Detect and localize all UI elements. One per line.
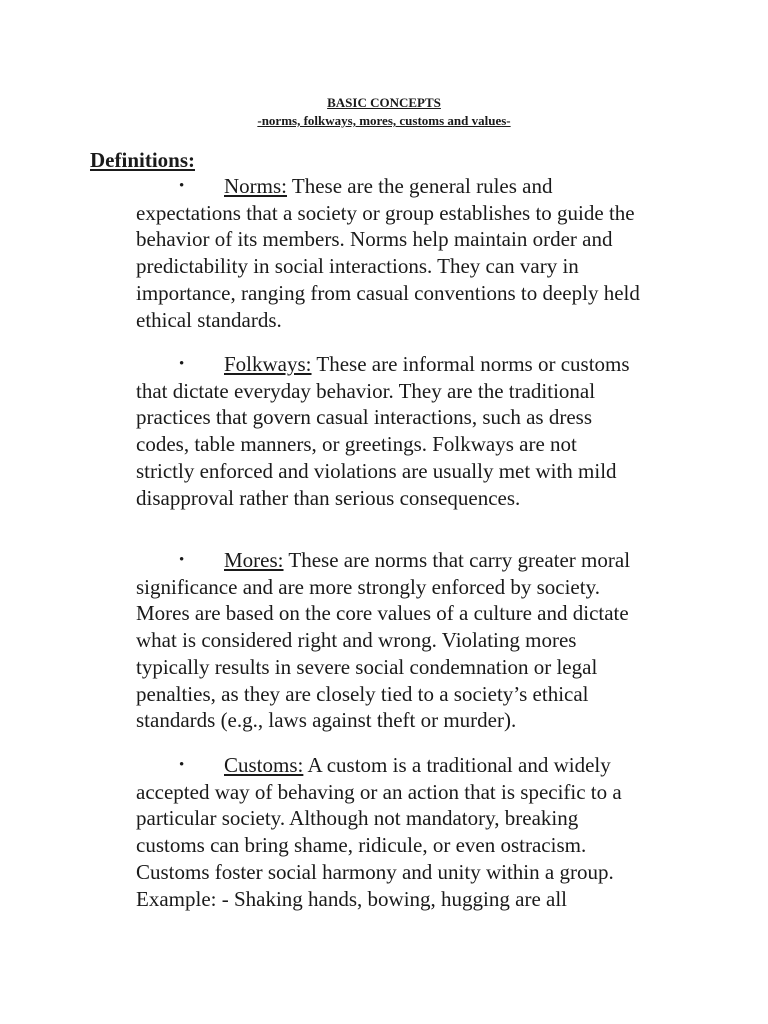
bullet-icon: • [179,356,185,372]
bullet-icon: • [179,178,185,194]
definition-term: Customs: [224,753,304,777]
definition-first-line [136,752,696,779]
definition-text: expectations that a society or group establishes to guide the [136,200,635,225]
definition-item-mores [136,547,696,734]
definition-first-line [136,547,696,574]
definition-text: accepted way of behaving or an action that is specific to a [136,779,622,804]
document-subtitle: -norms, folkways, mores, customs and values- [257,113,511,128]
definition-text: significance and are more strongly enforced by society. [136,574,600,599]
definition-text: typically results in severe social condemnation or legal [136,654,598,679]
definition-item-norms [136,173,696,333]
definition-text: A custom is a traditional and widely [303,753,611,777]
definition-first-line [136,173,696,200]
definition-text: Example: - Shaking hands, bowing, hugging are all [136,886,568,911]
definition-term: Mores: [224,548,284,572]
definition-text: These are informal norms or customs [311,352,630,376]
document-title: BASIC CONCEPTS [327,95,441,110]
definition-text: Customs foster social harmony and unity within a group. [136,859,614,884]
definition-text: behavior of its members. Norms help maintain order and [136,227,613,252]
bullet-icon: • [179,552,185,568]
definition-term: Folkways: [224,352,312,376]
definition-text: disapproval rather than serious consequences. [136,485,521,510]
definition-text: These are norms that carry greater moral [283,548,631,572]
definition-text: predictability in social interactions. They can vary in [136,254,579,279]
definition-item-customs [136,752,696,912]
definition-first-line [136,351,696,378]
definition-text: importance, ranging from casual conventions to deeply held [136,280,640,305]
definition-text: strictly enforced and violations are usually met with mild [136,458,617,483]
definition-text: These are the general rules and [287,174,553,198]
definition-text: penalties, as they are closely tied to a society’s ethical [136,681,589,706]
definition-text: customs can bring shame, ridicule, or even ostracism. [136,833,587,858]
definition-text: Mores are based on the core values of a culture and dictate [136,601,629,626]
definition-text: that dictate everyday behavior. They are the traditional [136,378,596,403]
definition-term: Norms: [224,174,287,198]
definition-text: what is considered right and wrong. Violating mores [136,628,577,653]
definition-text: particular society. Although not mandatory, breaking [136,806,579,831]
bullet-icon: • [179,757,185,773]
definition-text: standards (e.g., laws against theft or murder). [136,708,517,733]
definition-text: codes, table manners, or greetings. Folkways are not [136,432,577,457]
definition-text: practices that govern casual interactions, such as dress [136,405,593,430]
definition-item-folkways [136,351,696,511]
definition-text: ethical standards. [136,307,282,332]
section-heading: Definitions: [90,148,195,172]
